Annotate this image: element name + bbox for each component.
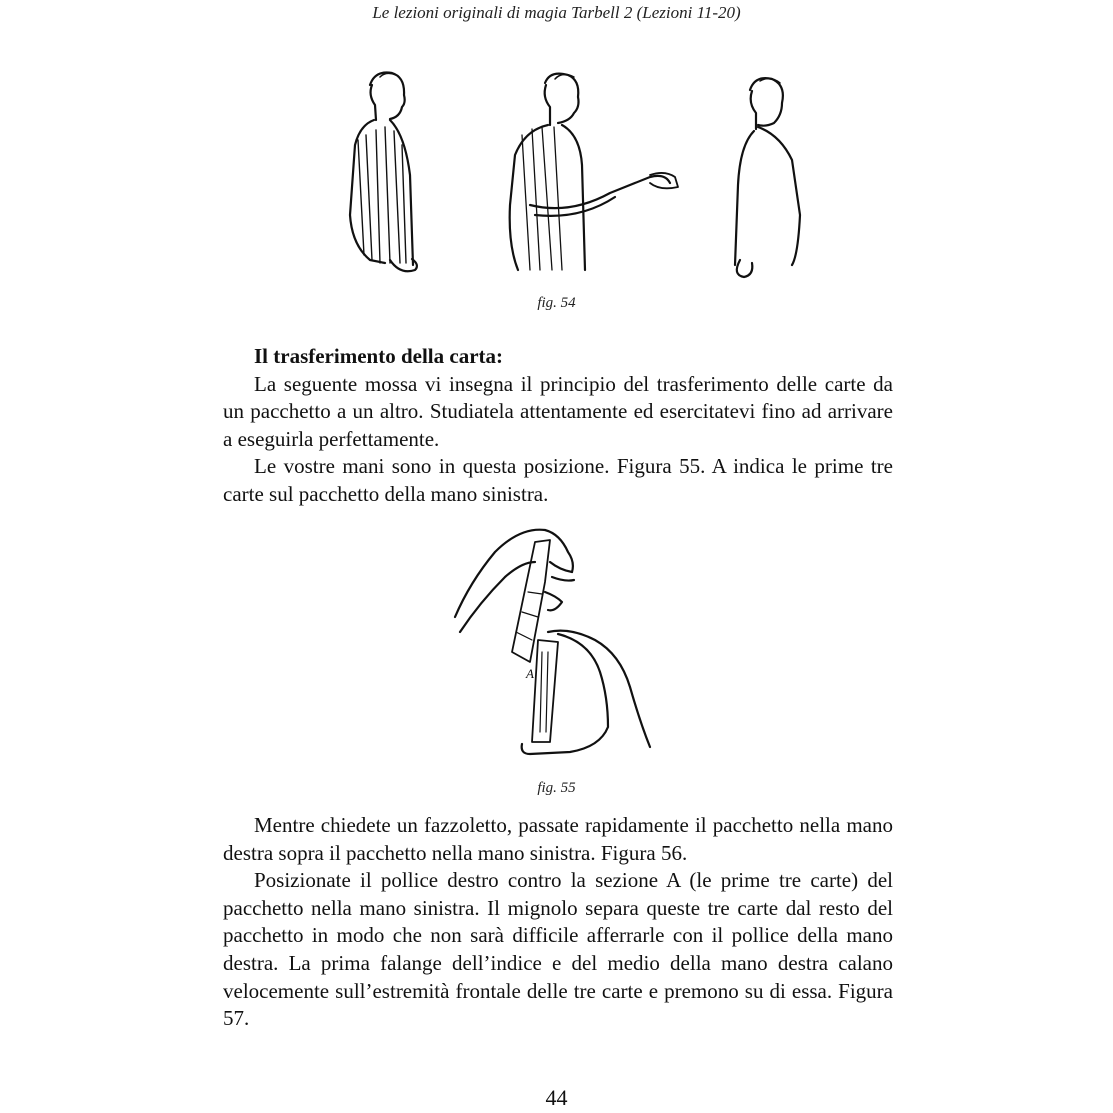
running-header: Le lezioni originali di magia Tarbell 2 (Lezioni 11-20) (372, 3, 741, 22)
man-center-figure (510, 74, 678, 270)
figure-55-illustration (450, 522, 660, 772)
paragraph: Le vostre mani sono in questa posizione. Figura 55. A indica le prime tre carte sul pacchetto della mano sinistra. (223, 454, 893, 506)
page-number: 44 (545, 1085, 568, 1110)
body-text-upper (223, 343, 893, 509)
man-right-figure (735, 78, 800, 277)
paragraph: Mentre chiedete un fazzoletto, passate rapidamente il pacchetto nella mano destra sopra il pacchetto nella mano sinistra. Figura 56. (223, 813, 893, 865)
paragraph: Posizionate il pollice destro contro la sezione A (le prime tre carte) del pacchetto nella mano sinistra. Il mignolo separa queste tre carte dal resto del pacchetto in modo che non sarà difficile afferrarle con il pollice della mano destra. La prima falange dell’indice e del medio della mano destra calano velocemente sull’estremità frontale delle tre carte e premono su di essa. Figura 57. (223, 868, 893, 1031)
paragraph: La seguente mossa vi insegna il principio del trasferimento delle carte da un pacchetto a un altro. Studiatela attentamente ed esercitatevi fino ad arrivare a eseguirla perfettamente. (223, 371, 893, 451)
section-heading: Il trasferimento della carta: (254, 344, 503, 368)
figure-55-caption: fig. 55 (537, 780, 576, 796)
body-text-lower (223, 812, 893, 1033)
label-a: A (526, 666, 534, 681)
figure-54-illustration (330, 65, 810, 290)
man-left-figure (350, 73, 417, 272)
figure-54-caption: fig. 54 (537, 295, 576, 311)
